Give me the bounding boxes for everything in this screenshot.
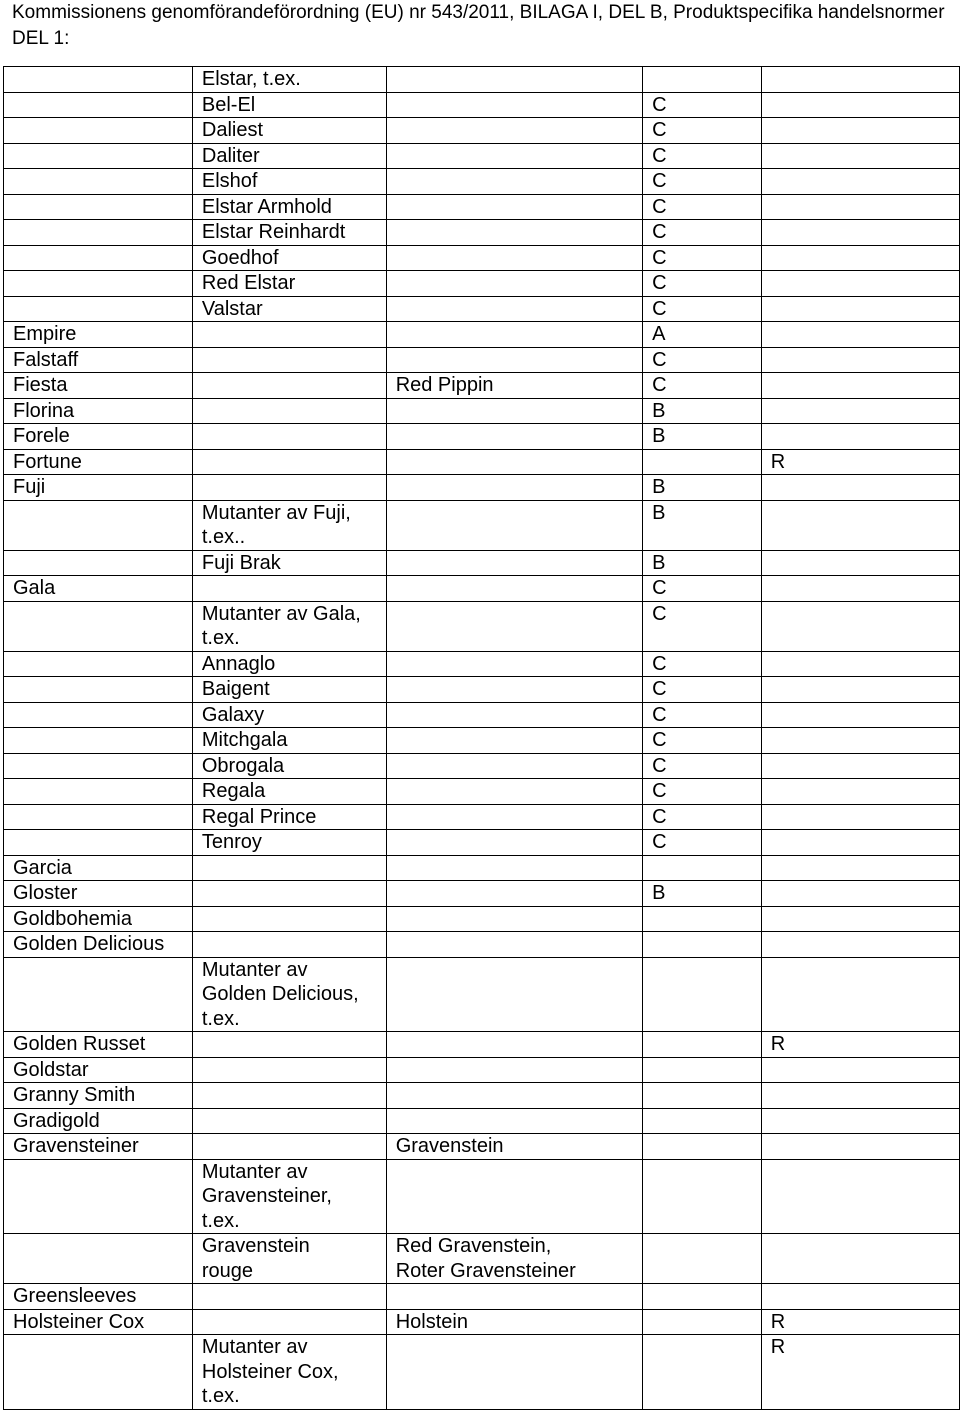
color-category-cell (643, 1083, 762, 1109)
table-row (4, 804, 960, 830)
variety-cell: Fuji (4, 475, 193, 501)
table-row (4, 118, 960, 144)
synonym-cell (386, 881, 642, 907)
variety-cell (4, 677, 193, 703)
synonym-cell: Gravenstein (386, 1134, 642, 1160)
color-category-cell (643, 1284, 762, 1310)
mutant-cell (192, 855, 386, 881)
variety-cell (4, 169, 193, 195)
synonym-cell (386, 398, 642, 424)
russet-cell (761, 576, 959, 602)
table-row (4, 932, 960, 958)
variety-cell (4, 245, 193, 271)
mutant-cell: Fuji Brak (192, 550, 386, 576)
russet-cell (761, 1134, 959, 1160)
table-row (4, 322, 960, 348)
mutant-cell: Baigent (192, 677, 386, 703)
russet-cell (761, 550, 959, 576)
color-category-cell: C (643, 728, 762, 754)
table-row (4, 169, 960, 195)
table-row (4, 220, 960, 246)
synonym-cell (386, 753, 642, 779)
russet-cell (761, 220, 959, 246)
color-category-cell (643, 1108, 762, 1134)
russet-cell (761, 143, 959, 169)
russet-cell (761, 830, 959, 856)
variety-cell (4, 702, 193, 728)
mutant-cell: Elstar, t.ex. (192, 67, 386, 93)
table-row (4, 1284, 960, 1310)
table-row (4, 373, 960, 399)
color-category-cell: C (643, 373, 762, 399)
russet-cell (761, 271, 959, 297)
synonym-cell (386, 804, 642, 830)
synonym-cell (386, 169, 642, 195)
synonym-cell (386, 1159, 642, 1234)
table-row (4, 728, 960, 754)
color-category-cell: C (643, 601, 762, 651)
mutant-cell: Red Elstar (192, 271, 386, 297)
russet-cell: R (761, 1335, 959, 1410)
color-category-cell: C (643, 677, 762, 703)
variety-cell (4, 143, 193, 169)
table-row (4, 245, 960, 271)
color-category-cell (643, 932, 762, 958)
variety-cell (4, 1335, 193, 1410)
variety-cell: Goldstar (4, 1057, 193, 1083)
variety-cell (4, 271, 193, 297)
mutant-cell (192, 932, 386, 958)
table-row (4, 576, 960, 602)
synonym-cell (386, 906, 642, 932)
russet-cell (761, 804, 959, 830)
color-category-cell (643, 67, 762, 93)
synonym-cell (386, 194, 642, 220)
table-row (4, 347, 960, 373)
russet-cell (761, 245, 959, 271)
table-row (4, 881, 960, 907)
color-category-cell: C (643, 347, 762, 373)
mutant-cell (192, 1083, 386, 1109)
russet-cell (761, 855, 959, 881)
synonym-cell (386, 143, 642, 169)
mutant-cell: Mutanter av Gravensteiner, t.ex. (192, 1159, 386, 1234)
synonym-cell (386, 728, 642, 754)
variety-cell: Golden Russet (4, 1032, 193, 1058)
russet-cell (761, 601, 959, 651)
russet-cell (761, 779, 959, 805)
color-category-cell (643, 449, 762, 475)
color-category-cell: B (643, 881, 762, 907)
mutant-cell: Regala (192, 779, 386, 805)
mutant-cell: Gravenstein rouge (192, 1234, 386, 1284)
table-row (4, 1234, 960, 1284)
table-row (4, 601, 960, 651)
synonym-cell (386, 322, 642, 348)
color-category-cell: C (643, 271, 762, 297)
russet-cell (761, 373, 959, 399)
synonym-cell (386, 830, 642, 856)
variety-cell (4, 651, 193, 677)
color-category-cell: C (643, 245, 762, 271)
table-row (4, 398, 960, 424)
variety-cell (4, 500, 193, 550)
synonym-cell (386, 1284, 642, 1310)
mutant-cell (192, 1284, 386, 1310)
variety-cell (4, 1159, 193, 1234)
variety-cell: Goldbohemia (4, 906, 193, 932)
color-category-cell: C (643, 651, 762, 677)
russet-cell (761, 322, 959, 348)
mutant-cell (192, 322, 386, 348)
table-row (4, 296, 960, 322)
mutant-cell: Annaglo (192, 651, 386, 677)
russet-cell (761, 753, 959, 779)
table-row (4, 753, 960, 779)
synonym-cell (386, 347, 642, 373)
mutant-cell: Mitchgala (192, 728, 386, 754)
table-row (4, 1083, 960, 1109)
table-row (4, 92, 960, 118)
color-category-cell (643, 957, 762, 1032)
mutant-cell (192, 1134, 386, 1160)
russet-cell (761, 932, 959, 958)
mutant-cell: Regal Prince (192, 804, 386, 830)
synonym-cell (386, 601, 642, 651)
variety-cell: Falstaff (4, 347, 193, 373)
russet-cell (761, 92, 959, 118)
variety-cell (4, 804, 193, 830)
mutant-cell (192, 373, 386, 399)
table-row (4, 957, 960, 1032)
table-row (4, 475, 960, 501)
mutant-cell (192, 398, 386, 424)
variety-cell (4, 194, 193, 220)
table-body (4, 67, 960, 1410)
russet-cell (761, 702, 959, 728)
mutant-cell (192, 1108, 386, 1134)
synonym-cell (386, 296, 642, 322)
color-category-cell (643, 906, 762, 932)
russet-cell (761, 500, 959, 550)
russet-cell (761, 957, 959, 1032)
russet-cell (761, 424, 959, 450)
table-row (4, 677, 960, 703)
color-category-cell: C (643, 830, 762, 856)
color-category-cell: C (643, 753, 762, 779)
synonym-cell (386, 500, 642, 550)
variety-cell (4, 830, 193, 856)
variety-cell: Holsteiner Cox (4, 1309, 193, 1335)
table-row (4, 500, 960, 550)
russet-cell (761, 651, 959, 677)
russet-cell: R (761, 1032, 959, 1058)
color-category-cell: B (643, 398, 762, 424)
mutant-cell: Bel-El (192, 92, 386, 118)
russet-cell (761, 398, 959, 424)
russet-cell (761, 677, 959, 703)
color-category-cell: B (643, 550, 762, 576)
mutant-cell: Tenroy (192, 830, 386, 856)
variety-cell (4, 601, 193, 651)
mutant-cell: Galaxy (192, 702, 386, 728)
color-category-cell: C (643, 118, 762, 144)
variety-cell: Fortune (4, 449, 193, 475)
mutant-cell: Elstar Armhold (192, 194, 386, 220)
mutant-cell (192, 424, 386, 450)
russet-cell (761, 906, 959, 932)
color-category-cell (643, 1234, 762, 1284)
synonym-cell (386, 1057, 642, 1083)
color-category-cell: C (643, 779, 762, 805)
mutant-cell: Daliest (192, 118, 386, 144)
color-category-cell (643, 1134, 762, 1160)
color-category-cell: C (643, 143, 762, 169)
color-category-cell: C (643, 92, 762, 118)
mutant-cell: Mutanter av Holsteiner Cox, t.ex. (192, 1335, 386, 1410)
mutant-cell (192, 347, 386, 373)
color-category-cell: B (643, 500, 762, 550)
color-category-cell (643, 1032, 762, 1058)
synonym-cell (386, 651, 642, 677)
synonym-cell (386, 576, 642, 602)
russet-cell (761, 194, 959, 220)
mutant-cell: Elshof (192, 169, 386, 195)
synonym-cell: Red Pippin (386, 373, 642, 399)
variety-cell: Fiesta (4, 373, 193, 399)
variety-cell (4, 67, 193, 93)
synonym-cell (386, 220, 642, 246)
table-row (4, 651, 960, 677)
table-row (4, 1159, 960, 1234)
table-row (4, 702, 960, 728)
color-category-cell: C (643, 194, 762, 220)
variety-cell (4, 550, 193, 576)
table-row (4, 830, 960, 856)
synonym-cell (386, 550, 642, 576)
synonym-cell (386, 779, 642, 805)
synonym-cell (386, 271, 642, 297)
synonym-cell (386, 449, 642, 475)
synonym-cell (386, 932, 642, 958)
mutant-cell (192, 906, 386, 932)
russet-cell (761, 475, 959, 501)
synonym-cell (386, 855, 642, 881)
table-row (4, 449, 960, 475)
mutant-cell (192, 881, 386, 907)
variety-cell: Florina (4, 398, 193, 424)
russet-cell: R (761, 1309, 959, 1335)
variety-cell: Gravensteiner (4, 1134, 193, 1160)
variety-cell: Gradigold (4, 1108, 193, 1134)
synonym-cell (386, 245, 642, 271)
color-category-cell: B (643, 424, 762, 450)
russet-cell (761, 296, 959, 322)
color-category-cell (643, 1159, 762, 1234)
variety-cell (4, 92, 193, 118)
mutant-cell (192, 1032, 386, 1058)
color-category-cell: C (643, 702, 762, 728)
synonym-cell (386, 92, 642, 118)
table-row (4, 1057, 960, 1083)
color-category-cell: B (643, 475, 762, 501)
mutant-cell: Mutanter av Fuji, t.ex.. (192, 500, 386, 550)
table-row (4, 1032, 960, 1058)
synonym-cell (386, 1335, 642, 1410)
synonym-cell (386, 702, 642, 728)
variety-cell: Garcia (4, 855, 193, 881)
variety-cell: Empire (4, 322, 193, 348)
variety-cell: Granny Smith (4, 1083, 193, 1109)
color-category-cell: C (643, 296, 762, 322)
russet-cell: R (761, 449, 959, 475)
mutant-cell: Elstar Reinhardt (192, 220, 386, 246)
russet-cell (761, 728, 959, 754)
table-row (4, 143, 960, 169)
table-row (4, 1108, 960, 1134)
variety-cell (4, 296, 193, 322)
table-row (4, 1309, 960, 1335)
color-category-cell: C (643, 220, 762, 246)
table-row (4, 1134, 960, 1160)
color-category-cell (643, 1309, 762, 1335)
page-title: Kommissionens genomförandeförordning (EU) nr 543/2011, BILAGA I, DEL B, Produktspecifika handelsnormer DEL 1: (12, 2, 945, 49)
russet-cell (761, 1234, 959, 1284)
synonym-cell (386, 1108, 642, 1134)
russet-cell (761, 1083, 959, 1109)
russet-cell (761, 67, 959, 93)
synonym-cell (386, 475, 642, 501)
table-row (4, 67, 960, 93)
variety-cell (4, 753, 193, 779)
synonym-cell (386, 677, 642, 703)
mutant-cell: Mutanter av Gala, t.ex. (192, 601, 386, 651)
russet-cell (761, 1057, 959, 1083)
variety-table (3, 66, 960, 1410)
variety-cell (4, 220, 193, 246)
mutant-cell (192, 475, 386, 501)
color-category-cell: C (643, 804, 762, 830)
table-row (4, 424, 960, 450)
variety-cell: Gloster (4, 881, 193, 907)
mutant-cell (192, 576, 386, 602)
synonym-cell (386, 424, 642, 450)
variety-cell: Greensleeves (4, 1284, 193, 1310)
russet-cell (761, 1108, 959, 1134)
mutant-cell: Valstar (192, 296, 386, 322)
mutant-cell (192, 1057, 386, 1083)
mutant-cell (192, 449, 386, 475)
table-row (4, 1335, 960, 1410)
synonym-cell (386, 1032, 642, 1058)
synonym-cell (386, 118, 642, 144)
table-row (4, 550, 960, 576)
variety-cell (4, 1234, 193, 1284)
variety-cell: Forele (4, 424, 193, 450)
color-category-cell: C (643, 169, 762, 195)
synonym-cell: Holstein (386, 1309, 642, 1335)
table-row (4, 906, 960, 932)
table-row (4, 855, 960, 881)
mutant-cell (192, 1309, 386, 1335)
russet-cell (761, 1284, 959, 1310)
variety-cell (4, 118, 193, 144)
variety-cell: Golden Delicious (4, 932, 193, 958)
color-category-cell: A (643, 322, 762, 348)
russet-cell (761, 881, 959, 907)
mutant-cell: Daliter (192, 143, 386, 169)
variety-cell (4, 779, 193, 805)
synonym-cell: Red Gravenstein, Roter Gravensteiner (386, 1234, 642, 1284)
russet-cell (761, 118, 959, 144)
russet-cell (761, 1159, 959, 1234)
russet-cell (761, 347, 959, 373)
mutant-cell: Obrogala (192, 753, 386, 779)
color-category-cell (643, 1335, 762, 1410)
color-category-cell (643, 1057, 762, 1083)
synonym-cell (386, 957, 642, 1032)
variety-cell: Gala (4, 576, 193, 602)
color-category-cell (643, 855, 762, 881)
mutant-cell: Mutanter av Golden Delicious, t.ex. (192, 957, 386, 1032)
variety-cell (4, 728, 193, 754)
table-row (4, 194, 960, 220)
synonym-cell (386, 1083, 642, 1109)
table-row (4, 271, 960, 297)
table-row (4, 779, 960, 805)
synonym-cell (386, 67, 642, 93)
variety-cell (4, 957, 193, 1032)
color-category-cell: C (643, 576, 762, 602)
mutant-cell: Goedhof (192, 245, 386, 271)
russet-cell (761, 169, 959, 195)
